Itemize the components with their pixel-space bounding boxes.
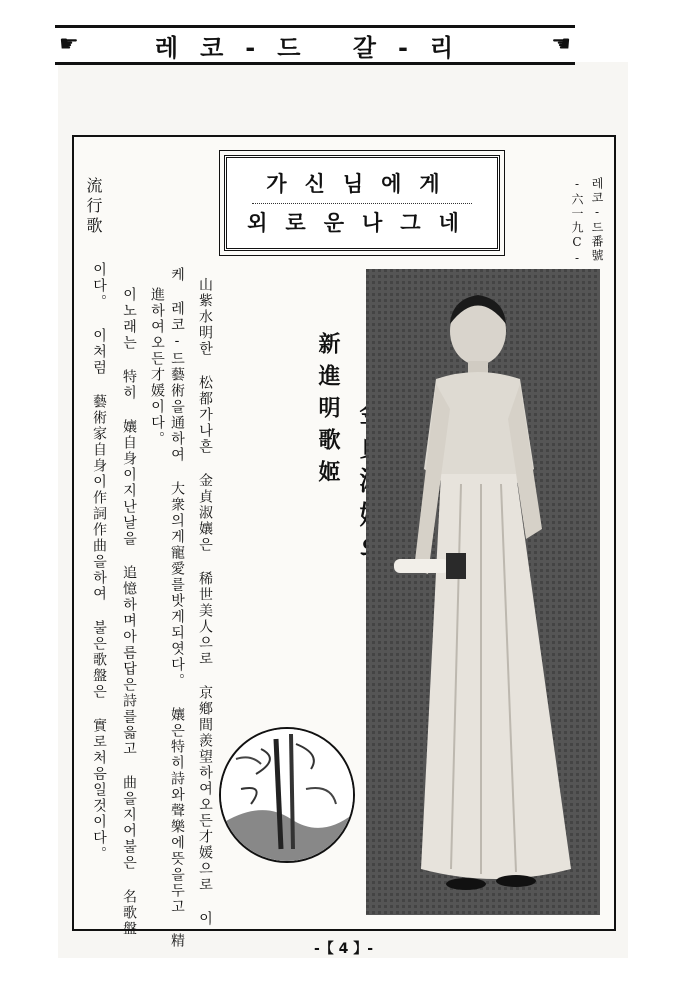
body-text-col2: 케 레코-드藝術을通하여 大衆의게寵愛를밧게되엿다。 孃은特히詩와聲樂에뜻을두고 精 — [169, 267, 185, 949]
song-title-line2: 외로운나그네 — [247, 210, 477, 235]
song-title-line1: 가신님에게 — [266, 171, 458, 196]
body-text-col1: 山紫水明한 松都가나흔 金貞淑孃은 稀世美人으로 京鄕間羨望하여오든才媛으로 이 — [197, 277, 213, 927]
page-number: -【 4 】- — [313, 941, 374, 957]
song-title-box — [224, 155, 500, 251]
title-divider — [252, 203, 472, 204]
genre-label: 流行歌 — [84, 177, 103, 237]
pointing-hand-left-icon: ☛ — [59, 32, 79, 57]
body-text-col5: 이다。 이처럼 藝術家自身이作詞作曲을하여 불은歌盤은 實로처음일것이다。 — [91, 262, 107, 862]
singer-figure-illustration — [366, 269, 600, 915]
header-banner — [55, 25, 575, 65]
banner-title: 레코-드 갈-리 — [154, 33, 476, 62]
article-frame — [72, 135, 616, 949]
bamboo-emblem-illustration — [219, 727, 355, 863]
body-text-col3: 進하여오든才媛이다。 — [149, 287, 165, 447]
headline-line1: 新進明歌姬 — [315, 332, 341, 492]
record-number-label: 레코-드番號 — [590, 177, 604, 263]
singer-portrait-photo — [366, 269, 600, 915]
body-text-col4: 이노래는 特히 孃自身이지난날을 追憶하며아름답은詩를읇고 曲을지어불은 名歌盤 — [121, 287, 137, 937]
pointing-hand-right-icon: ☚ — [551, 32, 571, 57]
record-number-value: -六一九C- — [570, 177, 584, 267]
